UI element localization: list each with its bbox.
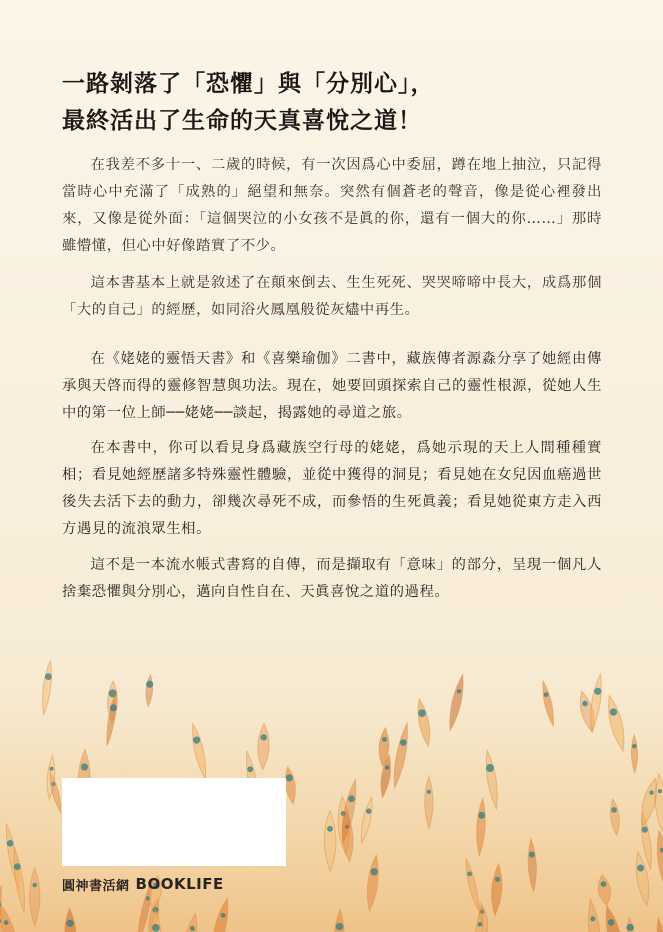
publisher-name-cn: 圓神書活網 — [62, 878, 130, 894]
headline-line-2: 最終活出了生命的天真喜悅之道！ — [62, 108, 422, 134]
body-paragraph-3: 這不是一本流水帳式書寫的自傳，而是擷取有「意味」的部分，呈現一個凡人捨棄恐懼與分別心，邁向自性自在、天眞喜悅之道的過程。 — [62, 557, 602, 600]
barcode-placeholder — [62, 778, 286, 866]
body-paragraph-2: 在本書中，你可以看見身爲藏族空行母的姥姥，爲她示現的天上人間種種實相；看見她經歷諸多特殊靈性體驗，並從中獲得的洞見；看見她在女兒因血癌過世後失去活下去的動力，卻幾次尋死不成，而參悟的生死眞義；看見她從東方走入西方遇見的流浪眾生相。 — [62, 440, 602, 537]
publisher-logo — [62, 874, 224, 894]
headline — [62, 66, 622, 140]
headline-line-1: 一路剝落了「恐懼」與「分別心」， — [62, 71, 435, 97]
publisher-name-en: BOOKLIFE — [135, 875, 224, 893]
body-paragraph-1: 在《姥姥的靈悟天書》和《喜樂瑜伽》二書中，藏族傳者源淼分享了她經由傳承與天啓而得的靈修智慧與功法。現在，她要回頭探索自己的靈性根源，從她人生中的第一位上師──姥姥──談起，揭露她的尋道之旅。 — [62, 351, 602, 421]
quote-paragraph-1: 在我差不多十一、二歲的時候，有一次因爲心中委屈，蹲在地上抽泣，只記得當時心中充滿了「成熟的」絕望和無奈。突然有個蒼老的聲音，像是從心裡發出來，又像是從外面：「這個哭泣的小女孩不是眞的你，還有一個大的你……」那時雖懵懂，但心中好像踏實了不少。 — [62, 157, 602, 254]
quote-paragraph-2: 這本書基本上就是敘述了在顛來倒去、生生死死、哭哭啼啼中長大，成爲那個「大的自己」的經歷，如同浴火鳳凰般從灰燼中再生。 — [62, 275, 602, 318]
